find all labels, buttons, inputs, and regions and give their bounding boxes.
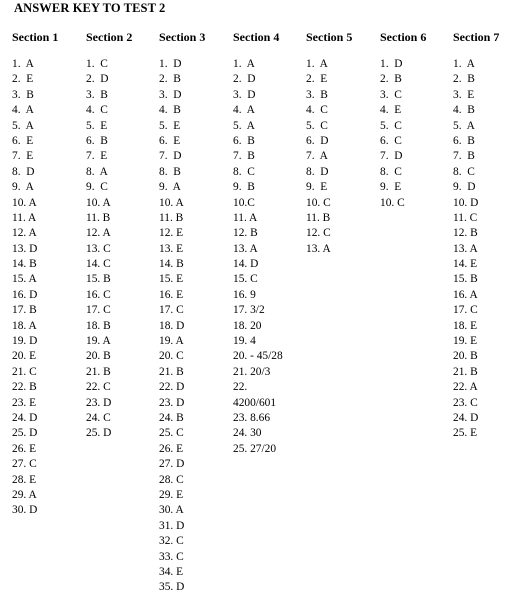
section-5-column [306,29,352,257]
answer-item: 19. D [12,335,38,348]
answer-item: 15. C [233,273,258,286]
answer-item: 12. A [86,227,111,240]
answer-item: 7. A [306,150,328,163]
answer-item: 5. E [159,119,181,132]
answer-item: 25. D [86,427,112,440]
answer-item: 19. A [159,335,184,348]
answer-item: 7. D [159,150,182,163]
answer-item: 13. C [86,242,111,255]
answer-item: 21. B [453,365,478,378]
answer-item: 25. 27/20 [233,442,277,455]
answer-item: 9. B [233,181,255,194]
answer-item: 2. B [380,73,402,86]
answer-item: 4. A [12,104,34,117]
answer-item: 11. A [12,211,37,224]
answer-item: 5. A [12,119,34,132]
answer-item: 17. C [86,304,111,317]
answer-item: 12. B [453,227,478,240]
answer-item: 10. A [159,196,184,209]
answer-item: 19. A [86,335,111,348]
section-1-column [12,29,58,519]
answer-item: 13. D [12,242,38,255]
section-6-column [380,29,426,211]
answer-item: 2. D [233,73,256,86]
answer-item: 18. A [12,319,37,332]
answer-item: 6. B [453,134,475,147]
section-3-column [159,29,205,596]
answer-item: 8. C [380,165,402,178]
answer-item: 19. E [453,335,478,348]
answer-item: 11. A [233,211,258,224]
answer-item: 3. E [453,88,475,101]
answer-item: 18. B [86,319,111,332]
answer-item: 6. E [159,134,181,147]
answer-item: 29. A [12,488,37,501]
answer-list [86,57,132,442]
answer-item: 28. C [159,473,184,486]
answer-item: 28. E [12,473,37,486]
answer-item: 30. D [12,504,38,517]
answer-item: 8. C [233,165,255,178]
answer-item: 1. D [380,58,403,70]
answer-list [12,57,58,519]
answer-item: 2. D [86,73,109,86]
answer-item: 22. C [86,381,111,394]
answer-item: 3. C [380,88,402,101]
answer-item: 32. C [159,535,184,548]
answer-item: 17. B [12,304,37,317]
answer-item: 2. B [159,73,181,86]
answer-item: 20. - 45/28 [233,350,283,363]
answer-item: 31. D [159,519,185,532]
answer-item: 25. E [453,427,478,440]
answer-item: 1. C [86,58,108,70]
answer-item: 27. C [12,458,37,471]
answer-item: 5. A [453,119,475,132]
answer-list [380,57,426,211]
answer-item: 6. E [12,134,34,147]
answer-item: 29. E [159,488,184,501]
answer-item: 23. E [12,396,37,409]
answer-item: 15. E [159,273,184,286]
answer-item: 16. D [12,288,38,301]
section-2-column [86,29,132,442]
answer-item: 7. E [86,150,108,163]
answer-item: 2. E [12,73,34,86]
answer-item: 27. D [159,458,185,471]
answer-item: 4. C [306,104,328,117]
answer-item: 7. E [12,150,34,163]
answer-item: 23. D [86,396,112,409]
answer-item: 23. 8.66 [233,411,271,424]
answer-item: 10. A [12,196,37,209]
answer-item: 12. E [159,227,184,240]
answer-item: 11. C [453,211,478,224]
answer-item: 16. E [159,288,184,301]
page-title: ANSWER KEY TO TEST 2 [14,1,166,15]
answer-item: 14. B [159,258,184,271]
answer-item: 17. C [453,304,478,317]
answer-item: 23. D [159,396,185,409]
answer-item: 22. D [159,381,185,394]
answer-item: 10. D [453,196,479,209]
answer-item: 2. E [306,73,328,86]
answer-item: 13. E [159,242,184,255]
answer-item: 2. B [453,73,475,86]
answer-item: 25. C [159,427,184,440]
answer-item: 8. D [12,165,35,178]
answer-item: 22. [233,381,248,394]
answer-item: 3. D [233,88,256,101]
answer-item: 3. B [12,88,34,101]
answer-item: 9. A [159,181,181,194]
answer-item: 4. B [453,104,475,117]
answer-item: 4. A [233,104,255,117]
answer-item: 20. B [453,350,478,363]
answer-item: 9. E [306,181,328,194]
section-heading: Section 5 [306,30,353,44]
answer-item: 3. D [159,88,182,101]
section-heading: Section 3 [159,30,206,44]
section-heading: Section 1 [12,30,59,44]
answer-item: 23. C [453,396,478,409]
answer-item: 7. D [380,150,403,163]
answer-item: 33. C [159,550,184,563]
answer-item: 8. A [86,165,108,178]
answer-item: 18. D [159,319,185,332]
answer-item: 26. E [12,442,37,455]
answer-item: 20. E [12,350,37,363]
answer-item: 7. B [453,150,475,163]
section-heading: Section 6 [380,30,427,44]
answer-item: 9. E [380,181,402,194]
answer-item: 6. B [86,134,108,147]
answer-item: 16. 9 [233,288,256,301]
answer-item: 8. D [306,165,329,178]
answer-item: 21. 20/3 [233,365,271,378]
section-7-column [453,29,499,442]
answer-item: 14. D [233,258,259,271]
answer-item: 22. B [12,381,37,394]
answer-item: 13. A [233,242,258,255]
answer-item: 19. 4 [233,335,256,348]
answer-item: 24. C [86,411,111,424]
answer-item: 35. D [159,581,185,594]
answer-list [233,57,283,457]
answer-item: 9. D [453,181,476,194]
answer-item: 10. A [86,196,111,209]
answer-item: 5. E [86,119,108,132]
answer-item: 24. 30 [233,427,262,440]
answer-item: 17. 3/2 [233,304,265,317]
answer-item: 4. C [86,104,108,117]
answer-item: 3. B [306,88,328,101]
answer-item: 3. B [86,88,108,101]
answer-item: 21. B [86,365,111,378]
answer-item: 12. C [306,227,331,240]
section-heading: Section 2 [86,30,133,44]
answer-list [306,57,352,257]
answer-item: 14. C [86,258,111,271]
answer-item: 21. C [12,365,37,378]
answer-item: 13. A [306,242,331,255]
answer-item: 4. E [380,104,402,117]
answer-item: 12. A [12,227,37,240]
answer-item: 10. C [306,196,331,209]
answer-item: 8. B [159,165,181,178]
answer-item: 18. E [453,319,478,332]
section-4-column [233,29,283,457]
answer-item: 16. A [453,288,478,301]
answer-item: 34. E [159,565,184,578]
answer-item: 5. C [380,119,402,132]
answer-item: 12. B [233,227,258,240]
answer-item: 6. C [380,134,402,147]
answer-item: 1. D [159,58,182,70]
answer-item: 7. B [233,150,255,163]
answer-item: 4. B [159,104,181,117]
answer-item: 1. A [233,58,255,70]
answer-item: 26. E [159,442,184,455]
answer-item: 1. A [453,58,475,70]
answer-item: 9. A [12,181,34,194]
answer-item: 6. D [306,134,329,147]
answer-item: 24. D [453,411,479,424]
answer-item: 15. A [12,273,37,286]
answer-item: 4200/601 [233,396,277,409]
answer-item: 11. B [306,211,331,224]
answer-item: 6. B [233,134,255,147]
answer-item: 15. B [453,273,478,286]
answer-item: 11. B [159,211,184,224]
answer-item: 17. C [159,304,184,317]
answer-item: 20. B [86,350,111,363]
answer-item: 10. C [380,196,405,209]
answer-item: 20. C [159,350,184,363]
answer-item: 13. A [453,242,478,255]
answer-item: 14. E [453,258,478,271]
answer-item: 16. C [86,288,111,301]
answer-item: 11. B [86,211,111,224]
answer-item: 21. B [159,365,184,378]
answer-item: 24. D [12,411,38,424]
answer-item: 5. C [306,119,328,132]
answer-item: 1. A [306,58,328,70]
answer-list [159,57,205,596]
answer-item: 1. A [12,58,34,70]
answer-item: 5. A [233,119,255,132]
answer-item: 18. 20 [233,319,262,332]
answer-item: 25. D [12,427,38,440]
answer-item: 15. B [86,273,111,286]
answer-item: 14. B [12,258,37,271]
answer-list [453,57,499,442]
section-heading: Section 4 [233,30,280,44]
answer-item: 22. A [453,381,478,394]
answer-item: 9. C [86,181,108,194]
answer-item: 8. C [453,165,475,178]
answer-item: 10.C [233,196,255,209]
answer-item: 24. B [159,411,184,424]
answer-item: 30. A [159,504,184,517]
section-heading: Section 7 [453,30,500,44]
